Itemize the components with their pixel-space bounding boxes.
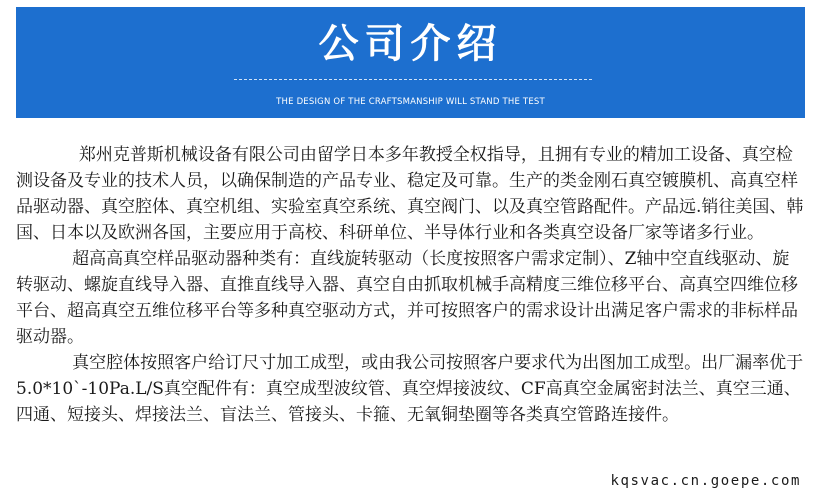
- banner-subtitle: THE DESIGN OF THE CRAFTSMANSHIP WILL STAND THE TEST: [276, 97, 545, 107]
- page-title: 公司介绍: [318, 21, 503, 67]
- company-intro-body: [16, 142, 804, 428]
- intro-paragraph-chambers: 真空腔体按照客户给订尺寸加工成型，或由我公司按照客户要求代为出图加工成型。出厂漏率优于5.0*10`-10Pa.L/S真空配件有：真空成型波纹管、真空焊接波纹、CF高真空金属密封法兰、真空三通、四通、短接头、焊接法兰、盲法兰、管接头、卡箍、无氧铜垫圈等各类真空管路连接件。: [16, 353, 804, 425]
- title-banner: [16, 7, 805, 118]
- intro-paragraph-company: 郑州克普斯机械设备有限公司由留学日本多年教授全权指导，且拥有专业的精加工设备、真空检测设备及专业的技术人员，以确保制造的产品专业、稳定及可靠。生产的类金刚石真空镀膜机、高真空样品驱动器、真空腔体、真空机组、实验室真空系统、真空阀门、以及真空管路配件。产品远.销往美国、韩国、日本以及欧洲各国，主要应用于高校、科研单位、半导体行业和各类真空设备厂家等诸多行业。: [16, 145, 804, 243]
- dashed-divider: [234, 79, 592, 80]
- website-watermark: kqsvac.cn.goepe.com: [610, 473, 801, 489]
- intro-paragraph-drivers: 超高高真空样品驱动器种类有：直线旋转驱动（长度按照客户需求定制）、Z轴中空直线驱动、旋转驱动、螺旋直线导入器、直推直线导入器、真空自由抓取机械手高精度三维位移平台、高真空四维位移平台、超高真空五维位移平台等多种真空驱动方式，并可按照客户的需求设计出满足客户需求的非标样品驱动器。: [16, 249, 798, 347]
